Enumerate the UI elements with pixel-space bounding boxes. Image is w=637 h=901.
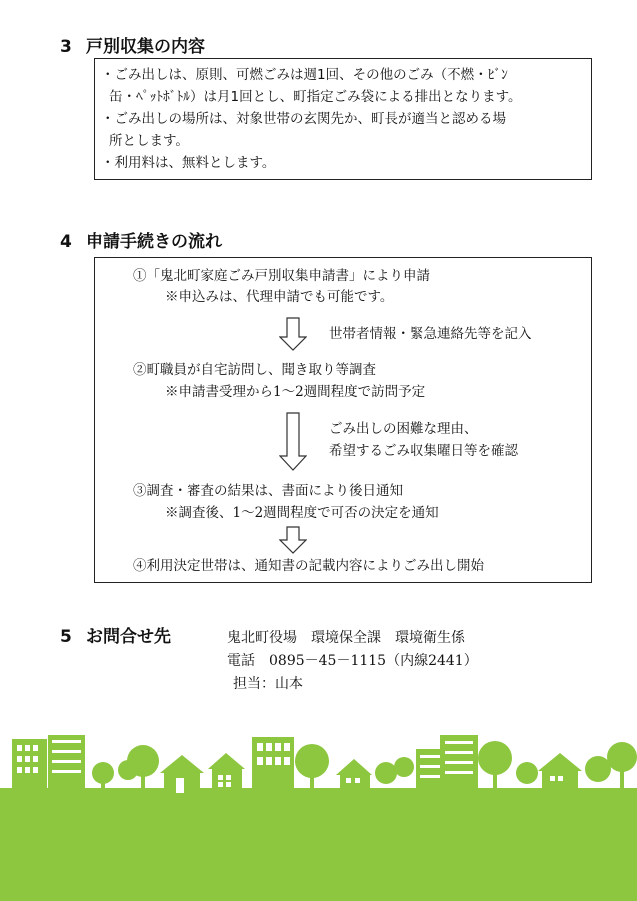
section3-line-2: 缶・ﾍﾟｯﾄﾎﾞﾄﾙ）は月1回とし、町指定ごみ袋による排出となります。 (109, 89, 522, 105)
step4-text: ④利用決定世帯は、通知書の記載内容によりごみ出し開始 (133, 558, 484, 574)
step1-text: ①「鬼北町家庭ごみ戸別収集申請書」により申請 (133, 268, 430, 284)
arrow1-note: 世帯者情報・緊急連絡先等を記入 (329, 326, 532, 342)
section3-title: 戸別収集の内容 (86, 37, 205, 57)
town-silhouette-illustration (0, 725, 637, 901)
step3-note: ※調査後、1～2週間程度で可否の決定を通知 (165, 505, 439, 521)
section4-title: 申請手続きの流れ (86, 232, 222, 252)
section3-line-5: ・利用料は、無料とします。 (101, 155, 276, 171)
section3-line-4: 所とします。 (109, 133, 189, 149)
section4-number: 4 (60, 232, 72, 252)
section3-heading (60, 36, 205, 58)
step1-note: ※申込みは、代理申請でも可能です。 (165, 289, 394, 305)
section4-heading (60, 231, 222, 253)
section3-line-3: ・ごみ出しの場所は、対象世帯の玄関先か、町長が適当と認める場 (101, 111, 506, 127)
section3-number: 3 (60, 37, 72, 57)
step3-text: ③調査・審査の結果は、書面により後日通知 (133, 483, 403, 499)
down-arrow-icon-3 (279, 526, 307, 554)
section4-flow-box (94, 257, 592, 583)
contact-org: 鬼北町役場 環境保全課 環境衛生係 (227, 630, 465, 646)
section3-box (94, 58, 592, 180)
section3-line-1: ・ごみ出しは、原則、可燃ごみは週1回、その他のごみ（不燃・ﾋﾞﾝ (101, 67, 508, 83)
arrow2-note-1: ごみ出しの困難な理由、 (329, 421, 478, 437)
down-arrow-icon-1 (279, 317, 307, 351)
section5-title: お問合せ先 (86, 627, 171, 647)
section5-number: 5 (60, 627, 72, 647)
contact-person: 担当：山本 (233, 676, 303, 692)
section5-heading (60, 626, 171, 648)
step2-text: ②町職員が自宅訪問し、聞き取り等調査 (133, 362, 376, 378)
step2-note: ※申請書受理から1～2週間程度で訪問予定 (165, 384, 426, 400)
down-arrow-icon-2 (279, 412, 307, 472)
contact-phone: 電話 0895－45－1115（内線2441） (227, 653, 478, 669)
arrow2-note-2: 希望するごみ収集曜日等を確認 (329, 443, 518, 459)
